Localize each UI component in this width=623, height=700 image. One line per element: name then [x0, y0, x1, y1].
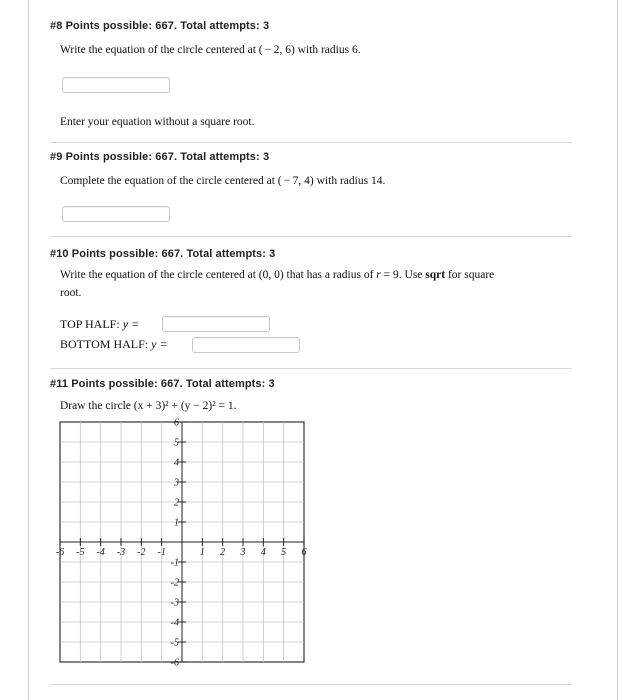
problem-9-answer-input[interactable]	[62, 206, 170, 222]
problem-9-header: #9 Points possible: 667. Total attempts: 3	[50, 151, 270, 163]
x-tick-label: 5	[281, 547, 287, 558]
divider	[50, 142, 572, 143]
y-tick-label: -5	[170, 637, 179, 649]
x-tick-label: 6	[301, 547, 307, 558]
problem-11-header: #11 Points possible: 667. Total attempts: 3	[50, 378, 275, 390]
x-tick-label: -2	[137, 547, 146, 558]
problem-10-prompt-line1	[60, 269, 494, 281]
x-tick-label: 1	[199, 547, 205, 558]
radius-variable: r	[376, 269, 381, 281]
problem-9-prompt: Complete the equation of the circle centered at ( − 7, 4) with radius 14.	[60, 175, 386, 187]
y-tick-label: 2	[174, 497, 179, 509]
y-tick-label: 6	[174, 417, 179, 429]
prompt-text: for square	[445, 269, 495, 281]
x-tick-label: -6	[55, 547, 65, 558]
y-tick-label: -4	[170, 617, 179, 629]
prompt-text: = 9. Use	[380, 269, 426, 281]
x-tick-label: -1	[157, 547, 166, 558]
coordinate-grid[interactable]	[55, 417, 307, 669]
sqrt-keyword: sqrt	[425, 269, 446, 281]
y-tick-label: -1	[170, 557, 179, 569]
y-tick-label: -6	[170, 657, 179, 669]
divider	[50, 368, 572, 369]
y-tick-label: 3	[174, 477, 179, 489]
x-tick-label: -4	[96, 547, 105, 558]
problem-8-prompt: Write the equation of the circle centered at ( − 2, 6) with radius 6.	[60, 44, 361, 56]
problem-8-header: #8 Points possible: 667. Total attempts: 3	[50, 20, 270, 32]
divider	[50, 236, 572, 237]
prompt-text: Write the equation of the circle centered at (0, 0) that has a radius of	[60, 269, 377, 281]
bottom-half-label: BOTTOM HALF: y =	[60, 337, 168, 351]
x-tick-label: 2	[220, 547, 226, 558]
top-half-label: TOP HALF: y =	[60, 317, 140, 331]
y-tick-label: 4	[174, 457, 179, 469]
x-tick-label: -3	[116, 547, 126, 558]
x-tick-label: 3	[240, 547, 246, 558]
y-tick-label: -3	[170, 597, 179, 609]
problem-10-prompt-line2: root.	[60, 287, 82, 299]
problem-8-note: Enter your equation without a square root.	[60, 116, 255, 128]
y-tick-label: 5	[174, 437, 179, 449]
divider	[50, 684, 572, 685]
x-tick-label: -5	[76, 547, 85, 558]
problem-10-header: #10 Points possible: 667. Total attempts: 3	[50, 248, 276, 260]
top-half-input[interactable]	[162, 316, 270, 332]
problem-8-answer-input[interactable]	[62, 77, 170, 93]
problem-11-prompt: Draw the circle (x + 3)² + (y − 2)² = 1.	[60, 400, 237, 412]
graph-wrap	[55, 417, 307, 669]
y-tick-label: 1	[174, 517, 179, 529]
y-tick-label: -2	[170, 577, 179, 589]
bottom-half-input[interactable]	[192, 337, 300, 353]
x-tick-label: 4	[260, 547, 266, 558]
